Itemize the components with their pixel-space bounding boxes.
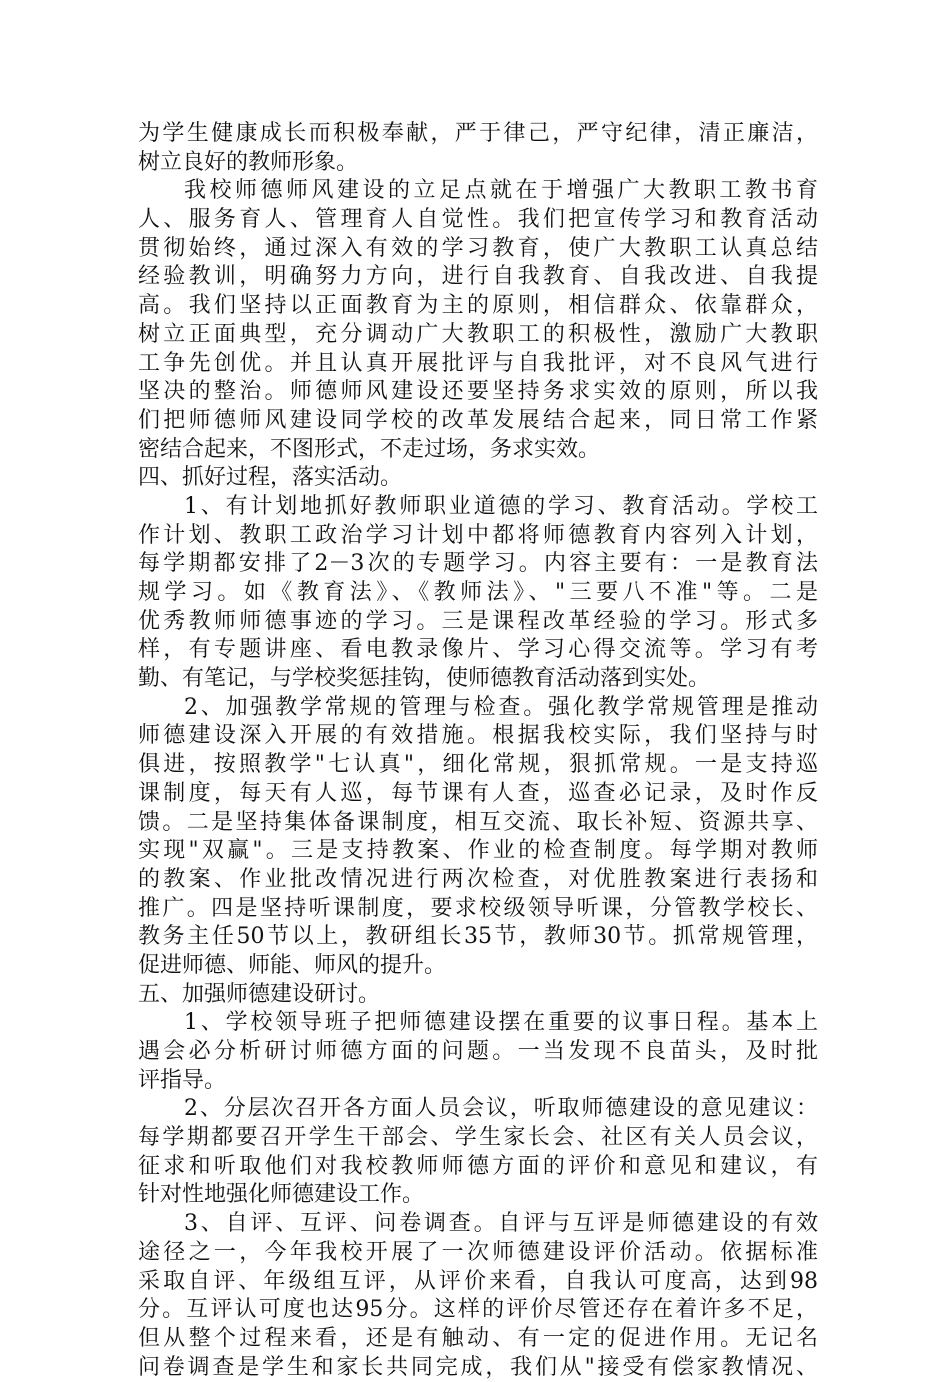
text-line: 促进师德、师能、师风的提升。 xyxy=(138,952,447,978)
text-line: 1、学校领导班子把师德建设摆在重要的议事日程。基本上 xyxy=(184,1010,818,1036)
text-line: 2、加强教学常规的管理与检查。强化教学常规管理是推动 xyxy=(184,694,818,720)
text-line: 样，有专题讲座、看电教录像片、学习心得交流等。学习有考 xyxy=(138,637,818,663)
text-line: 贯彻始终，通过深入有效的学习教育，使广大教职工认真总结 xyxy=(138,235,818,261)
text-line: 勤、有笔记，与学校奖惩挂钩，使师德教育活动落到实处。 xyxy=(138,666,711,692)
document-page xyxy=(138,120,818,1382)
text-line: 我校师德师风建设的立足点就在于增强广大教职工教书育 xyxy=(184,178,818,204)
text-line: 密结合起来，不图形式，不走过场，务求实效。 xyxy=(138,436,601,462)
text-line: 2、分层次召开各方面人员会议，听取师德建设的意见建议： xyxy=(184,1096,818,1122)
text-line: 采取自评、年级组互评，从评价来看，自我认可度高，达到98 xyxy=(138,1268,818,1294)
text-line: 规学习。如《教育法》、《教师法》、"三要八不准"等。二是 xyxy=(138,580,818,605)
text-line: 工争先创优。并且认真开展批评与自我批评，对不良风气进行 xyxy=(138,350,818,376)
text-line: 树立正面典型，充分调动广大教职工的积极性，激励广大教职 xyxy=(138,321,818,347)
text-line: 每学期都要召开学生干部会、学生家长会、社区有关人员会议， xyxy=(138,1125,818,1151)
text-line: 树立良好的教师形象。 xyxy=(138,149,359,175)
text-line: 问卷调查是学生和家长共同完成，我们从"接受有偿家教情况、 xyxy=(138,1354,818,1380)
text-line: 每学期都安排了2－3次的专题学习。内容主要有：一是教育法 xyxy=(138,551,818,577)
text-line: 馈。二是坚持集体备课制度，相互交流、取长补短、资源共享、 xyxy=(138,809,818,835)
text-line: 评指导。 xyxy=(138,1067,227,1093)
text-line: 但从整个过程来看，还是有触动、有一定的促进作用。无记名 xyxy=(138,1325,818,1351)
text-line: 遇会必分析研讨师德方面的问题。一当发现不良苗头，及时批 xyxy=(138,1039,818,1064)
text-line: 3、自评、互评、问卷调查。自评与互评是师德建设的有效 xyxy=(184,1211,818,1237)
section-heading: 五、加强师德建设研讨。 xyxy=(138,981,381,1007)
text-line: 分。互评认可度也达95分。这样的评价尽管还存在着许多不足， xyxy=(138,1297,818,1323)
text-line: 征求和听取他们对我校教师师德方面的评价和意见和建议，有 xyxy=(138,1153,818,1179)
text-line: 高。我们坚持以正面教育为主的原则，相信群众、依靠群众， xyxy=(138,293,818,319)
text-line: 课制度，每天有人巡，每节课有人查，巡查必记录，及时作反 xyxy=(138,780,818,806)
section-heading: 四、抓好过程，落实活动。 xyxy=(138,465,403,491)
text-line: 途径之一，今年我校开展了一次师德建设评价活动。依据标准 xyxy=(138,1239,818,1265)
text-line: 经验教训，明确努力方向，进行自我教育、自我改进、自我提 xyxy=(138,264,818,290)
text-line: 实现"双赢"。三是支持教案、作业的检查制度。每学期对教师 xyxy=(138,838,818,864)
text-line: 作计划、教职工政治学习计划中都将师德教育内容列入计划， xyxy=(138,522,818,548)
text-line: 1、有计划地抓好教师职业道德的学习、教育活动。学校工 xyxy=(184,493,818,519)
text-line: 俱进，按照教学"七认真"，细化常规，狠抓常规。一是支持巡 xyxy=(138,752,818,778)
text-line: 们把师德师风建设同学校的改革发展结合起来，同日常工作紧 xyxy=(138,407,818,433)
text-line: 的教案、作业批改情况进行两次检查，对优胜教案进行表扬和 xyxy=(138,866,818,892)
text-line: 坚决的整治。师德师风建设还要坚持务求实效的原则，所以我 xyxy=(138,379,818,405)
text-line: 推广。四是坚持听课制度，要求校级领导听课，分管教学校长、 xyxy=(138,895,818,921)
text-line: 针对性地强化师德建设工作。 xyxy=(138,1182,425,1208)
text-line: 为学生健康成长而积极奉献，严于律己，严守纪律，清正廉洁， xyxy=(138,121,818,146)
text-line: 人、服务育人、管理育人自觉性。我们把宣传学习和教育活动 xyxy=(138,207,818,233)
text-line: 师德建设深入开展的有效措施。根据我校实际，我们坚持与时 xyxy=(138,723,818,749)
text-line: 优秀教师师德事迹的学习。三是课程改革经验的学习。形式多 xyxy=(138,608,818,634)
text-line: 教务主任50节以上，教研组长35节，教师30节。抓常规管理， xyxy=(138,924,818,950)
